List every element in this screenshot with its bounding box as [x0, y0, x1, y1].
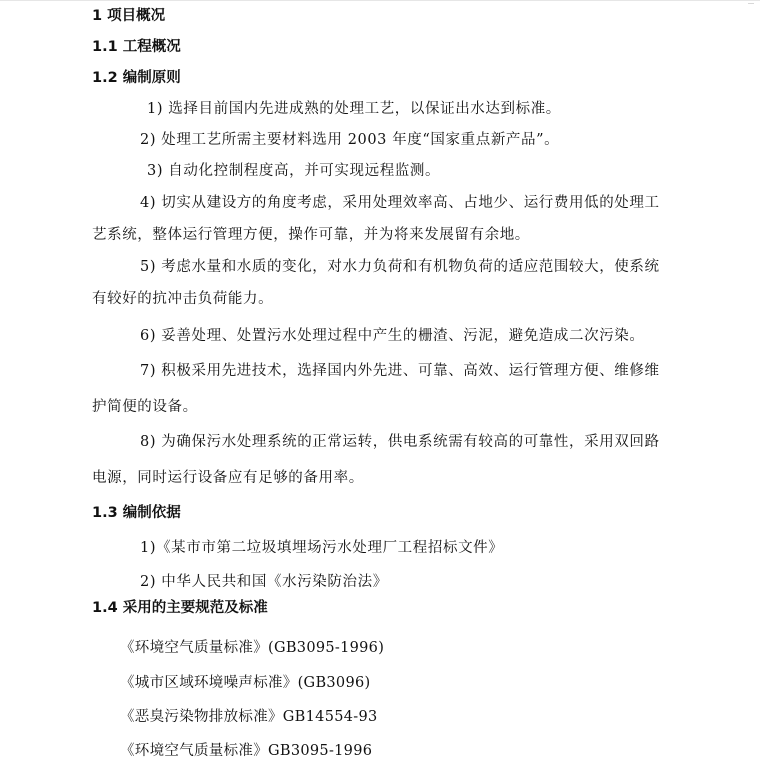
page-top-edge	[0, 0, 760, 1]
standard-item: 《城市区域环境噪声标准》(GB3096)	[120, 675, 371, 691]
heading-standards: 1.4 采用的主要规范及标准	[92, 600, 268, 616]
principle-line: 有较好的抗冲击负荷能力。	[92, 291, 274, 307]
principle-line: 8) 为确保污水处理系统的正常运转，供电系统需有较高的可靠性，采用双回路	[140, 434, 660, 450]
heading-compilation-basis: 1.3 编制依据	[92, 505, 181, 521]
principle-line: 5) 考虑水量和水质的变化，对水力负荷和有机物负荷的适应范围较大，使系统	[140, 259, 660, 275]
principle-line: 2) 处理工艺所需主要材料选用 2003 年度“国家重点新产品”。	[140, 132, 560, 148]
standard-item: 《环境空气质量标准》(GB3095-1996)	[120, 640, 385, 656]
basis-line: 1)《某市市第二垃圾填埋场污水处理厂工程招标文件》	[140, 540, 504, 556]
principle-line: 护简便的设备。	[92, 399, 198, 415]
page-corner-mark	[748, 0, 754, 4]
principle-line: 6) 妥善处理、处置污水处理过程中产生的栅渣、污泥，避免造成二次污染。	[140, 328, 645, 344]
principle-line: 7) 积极采用先进技术，选择国内外先进、可靠、高效、运行管理方便、维修维	[140, 363, 660, 379]
principle-line: 艺系统，整体运行管理方便，操作可靠，并为将来发展留有余地。	[92, 227, 530, 243]
heading-engineering-overview: 1.1 工程概况	[92, 39, 181, 55]
heading-project-overview: 1 项目概况	[92, 8, 166, 24]
standard-item: 《环境空气质量标准》GB3095-1996	[120, 743, 373, 759]
principle-line: 4) 切实从建设方的角度考虑，采用处理效率高、占地少、运行费用低的处理工	[140, 195, 660, 211]
principle-line: 1) 选择目前国内先进成熟的处理工艺，以保证出水达到标准。	[147, 101, 561, 117]
principle-line: 电源，同时运行设备应有足够的备用率。	[92, 470, 364, 486]
heading-compilation-principles: 1.2 编制原则	[92, 70, 181, 86]
basis-line: 2) 中华人民共和国《水污染防治法》	[140, 574, 388, 590]
standard-item: 《恶臭污染物排放标准》GB14554-93	[120, 709, 378, 725]
principle-line: 3) 自动化控制程度高，并可实现远程监测。	[147, 163, 441, 179]
